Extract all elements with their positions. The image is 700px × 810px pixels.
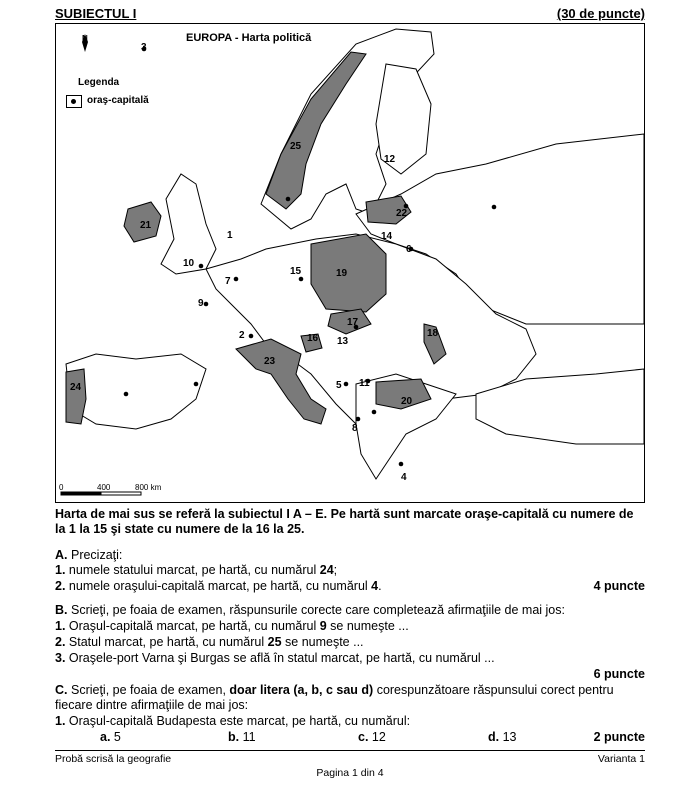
option-letter: b. xyxy=(228,730,240,744)
item-text: Oraşele-port Varna şi Burgas se află în statul marcat, pe hartă, cu numărul ... xyxy=(68,651,495,665)
section-b-item-2 xyxy=(55,635,364,650)
map-label-16: 16 xyxy=(307,333,319,344)
map-label-18: 18 xyxy=(427,328,439,339)
map-label-8: 8 xyxy=(352,423,358,434)
capital-dot xyxy=(372,410,377,415)
capital-dot xyxy=(399,462,404,467)
capital-dot xyxy=(344,382,349,387)
item-tail: . xyxy=(378,579,382,593)
option-letter: c. xyxy=(358,730,369,744)
scale-label-800: 800 km xyxy=(135,483,162,492)
item-text: Statul marcat, pe hartă, cu numărul xyxy=(68,635,268,649)
map-label-11: 11 xyxy=(359,378,370,389)
section-c-item-1 xyxy=(55,714,410,729)
item-number: 1. xyxy=(55,619,66,633)
map-label-4: 4 xyxy=(401,472,407,483)
capital-dot xyxy=(194,382,199,387)
item-text: numele oraşului-capitală marcat, pe hartă, cu numărul xyxy=(68,579,372,593)
capital-dot xyxy=(356,417,361,422)
item-number: 1. xyxy=(55,714,66,728)
map-label-5: 5 xyxy=(336,380,342,391)
capital-dot xyxy=(286,197,291,202)
footer-page: Pagina 1 din 4 xyxy=(316,767,384,779)
europe-political-map xyxy=(55,23,645,503)
map-label-13: 13 xyxy=(337,336,349,347)
section-a-item-1 xyxy=(55,563,337,578)
option-value: 11 xyxy=(242,730,256,744)
capital-dot xyxy=(204,302,209,307)
option-letter: d. xyxy=(488,730,500,744)
section-c-heading xyxy=(55,683,650,713)
legend-title: Legenda xyxy=(78,77,120,88)
section-a-text: Precizaţi: xyxy=(70,548,123,562)
capital-dot xyxy=(249,334,254,339)
option-d xyxy=(488,730,517,745)
map-label-12: 12 xyxy=(384,154,396,165)
footer-right: Varianta 1 xyxy=(597,753,645,765)
option-letter: a. xyxy=(100,730,111,744)
scale-bar xyxy=(61,492,141,495)
item-tail: se numeşte ... xyxy=(281,635,364,649)
capital-dot xyxy=(299,277,304,282)
map-label-6: 6 xyxy=(406,244,412,255)
map-label-10: 10 xyxy=(183,258,195,269)
footer-left: Probă scrisă la geografie xyxy=(55,753,172,765)
item-value: 9 xyxy=(319,619,327,633)
map-label-9: 9 xyxy=(198,298,204,309)
state-19-poland xyxy=(311,234,386,312)
option-a xyxy=(100,730,121,745)
capital-dot xyxy=(199,264,204,269)
map-label-3: 3 xyxy=(141,42,147,53)
map-label-20: 20 xyxy=(401,396,413,407)
section-b-item-3 xyxy=(55,651,495,666)
map-label-1: 1 xyxy=(227,230,233,241)
map-label-2: 2 xyxy=(239,330,245,341)
map-label-24: 24 xyxy=(70,382,82,393)
legend-symbol-icon xyxy=(66,95,82,108)
map-label-22: 22 xyxy=(396,208,408,219)
section-b-heading xyxy=(55,603,645,618)
item-number: 2. xyxy=(55,635,66,649)
map-intro-text: Harta de mai sus se referă la subiectul I A – E. Pe hartă sunt marcate oraşe-capitală cu numere de la 1 la 15 şi state cu numere de la 16 la 25. xyxy=(55,507,634,536)
map-label-7: 7 xyxy=(225,276,231,287)
scale-label-0: 0 xyxy=(59,483,64,492)
map-label-17: 17 xyxy=(347,317,359,328)
option-value: 12 xyxy=(371,730,386,744)
section-c-text-b: doar litera (a, b, c sau d) xyxy=(229,683,374,697)
option-value: 13 xyxy=(502,730,517,744)
iberia-shape xyxy=(66,354,206,429)
map-label-23: 23 xyxy=(264,356,276,367)
section-c-points: 2 puncte xyxy=(593,730,645,744)
item-value: 24 xyxy=(319,563,334,577)
item-value: 25 xyxy=(267,635,282,649)
section-a-heading xyxy=(55,548,122,563)
state-24-portugal xyxy=(66,369,86,424)
section-c-letter: C. xyxy=(55,683,68,697)
map-label-25: 25 xyxy=(290,141,302,152)
item-text: numele statului marcat, pe hartă, cu numărul xyxy=(68,563,320,577)
map-label-19: 19 xyxy=(336,268,348,279)
north-label: N xyxy=(82,34,88,43)
item-number: 3. xyxy=(55,651,66,665)
item-number: 2. xyxy=(55,579,66,593)
item-number: 1. xyxy=(55,563,66,577)
map-label-14: 14 xyxy=(381,231,393,242)
subject-title: SUBIECTUL I xyxy=(55,6,137,21)
option-value: 5 xyxy=(113,730,121,744)
map-label-21: 21 xyxy=(140,220,152,231)
capital-dot xyxy=(492,205,497,210)
section-b-letter: B. xyxy=(55,603,68,617)
map-label-15: 15 xyxy=(290,266,302,277)
capital-dot xyxy=(124,392,129,397)
section-a-letter: A. xyxy=(55,548,68,562)
legend-item-label: oraş-capitală xyxy=(87,95,149,106)
item-tail: se numeşte ... xyxy=(326,619,409,633)
section-a-points: 4 puncte xyxy=(593,579,645,593)
section-b-item-1 xyxy=(55,619,409,634)
map-title: EUROPA - Harta politică xyxy=(186,32,312,44)
footer-divider xyxy=(55,750,645,751)
item-tail: ; xyxy=(333,563,338,577)
section-c-text-c: corespunzătoare răspunsului corect pentru fiecare dintre afirmaţiile de mai jos: xyxy=(55,683,614,712)
section-b-points: 6 puncte xyxy=(593,667,645,681)
item-value: 4 xyxy=(371,579,379,593)
option-c xyxy=(358,730,386,745)
item-text: Oraşul-capitală Budapesta este marcat, pe hartă, cu numărul: xyxy=(68,714,411,728)
section-c-text-a: Scrieţi, pe foaia de examen, xyxy=(70,683,230,697)
capital-dot xyxy=(234,277,239,282)
section-a-item-2 xyxy=(55,579,382,594)
option-b xyxy=(228,730,256,745)
subject-points: (30 de puncte) xyxy=(556,6,645,21)
item-text: Oraşul-capitală marcat, pe hartă, cu numărul xyxy=(68,619,320,633)
scale-label-400: 400 xyxy=(97,483,111,492)
section-b-text: Scrieţi, pe foaia de examen, răspunsurile corecte care completează afirmaţiile de mai jos: xyxy=(70,603,565,617)
